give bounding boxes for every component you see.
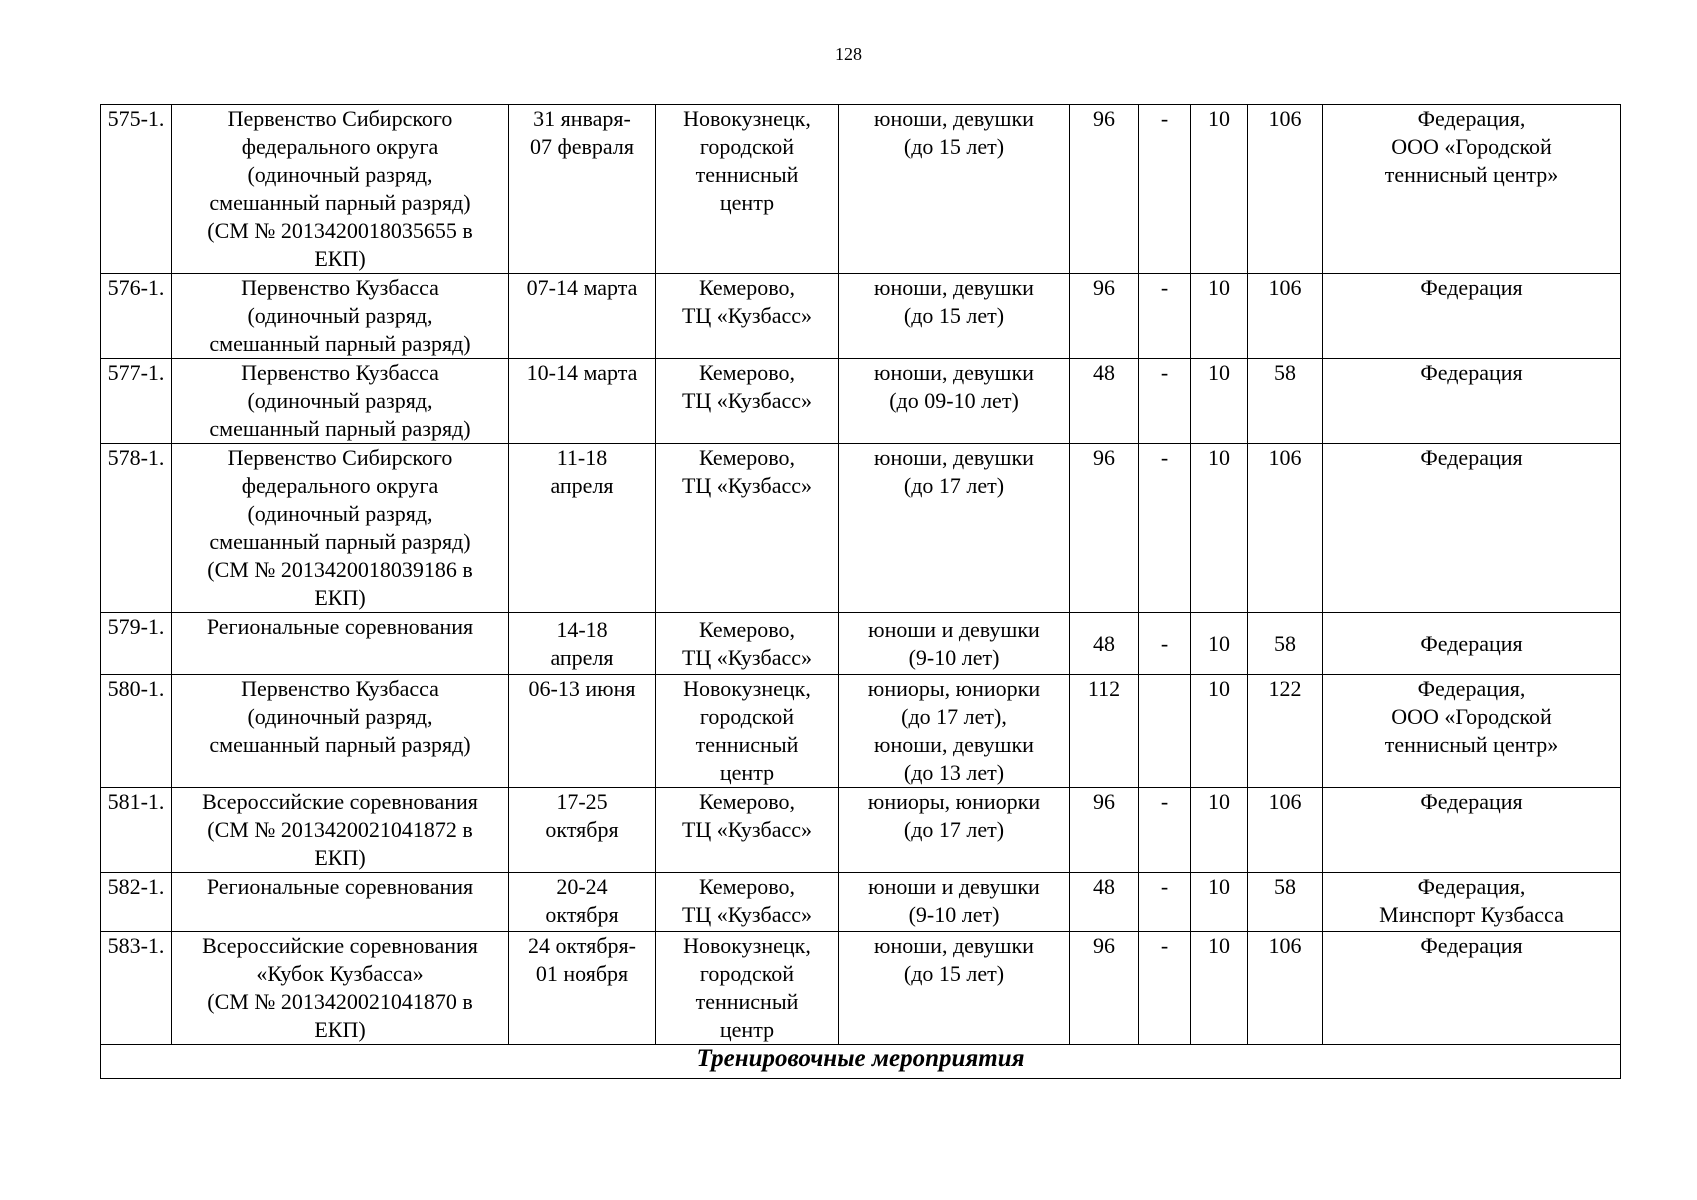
row-number: 583-1. (101, 932, 172, 1045)
table-body (101, 105, 1621, 1079)
participant-group: юниоры, юниорки (до 17 лет) (839, 788, 1070, 873)
event-place: Кемерово, ТЦ «Кузбасс» (656, 613, 839, 675)
count-extra: - (1139, 359, 1191, 444)
section-row (101, 1045, 1621, 1079)
count-total: 106 (1248, 788, 1323, 873)
count-extra: - (1139, 274, 1191, 359)
row-number: 582-1. (101, 873, 172, 932)
count-extra: - (1139, 873, 1191, 932)
row-number: 575-1. (101, 105, 172, 274)
row-number: 577-1. (101, 359, 172, 444)
event-date: 10-14 марта (509, 359, 656, 444)
count-extra (1139, 675, 1191, 788)
count-officials: 10 (1191, 105, 1248, 274)
organizer: Федерация (1323, 444, 1621, 613)
count-participants: 96 (1070, 274, 1139, 359)
event-date: 14-18 апреля (509, 613, 656, 675)
row-number: 576-1. (101, 274, 172, 359)
count-total: 106 (1248, 105, 1323, 274)
participant-group: юноши и девушки (9-10 лет) (839, 873, 1070, 932)
count-total: 58 (1248, 359, 1323, 444)
event-name: Всероссийские соревнования (СМ № 2013420021041872 в ЕКП) (172, 788, 509, 873)
count-participants: 96 (1070, 788, 1139, 873)
count-total: 58 (1248, 873, 1323, 932)
count-officials: 10 (1191, 675, 1248, 788)
page-number: 128 (835, 44, 862, 64)
count-participants: 48 (1070, 613, 1139, 675)
event-date: 24 октября- 01 ноября (509, 932, 656, 1045)
organizer: Федерация, Минспорт Кузбасса (1323, 873, 1621, 932)
count-participants: 48 (1070, 359, 1139, 444)
organizer: Федерация (1323, 613, 1621, 675)
count-officials: 10 (1191, 932, 1248, 1045)
organizer: Федерация (1323, 359, 1621, 444)
section-title: Тренировочные мероприятия (101, 1045, 1621, 1079)
count-participants: 96 (1070, 444, 1139, 613)
event-name: Региональные соревнования (172, 613, 509, 675)
count-total: 106 (1248, 274, 1323, 359)
table-row (101, 274, 1621, 359)
schedule-table (100, 104, 1621, 1079)
count-participants: 96 (1070, 932, 1139, 1045)
event-name: Региональные соревнования (172, 873, 509, 932)
table-row (101, 932, 1621, 1045)
count-extra: - (1139, 613, 1191, 675)
row-number: 581-1. (101, 788, 172, 873)
participant-group: юноши, девушки (до 15 лет) (839, 105, 1070, 274)
participant-group: юноши, девушки (до 15 лет) (839, 274, 1070, 359)
table-row (101, 788, 1621, 873)
count-officials: 10 (1191, 274, 1248, 359)
event-place: Кемерово, ТЦ «Кузбасс» (656, 788, 839, 873)
event-date: 20-24 октября (509, 873, 656, 932)
count-total: 58 (1248, 613, 1323, 675)
organizer: Федерация (1323, 274, 1621, 359)
organizer: Федерация (1323, 932, 1621, 1045)
event-name: Первенство Кузбасса (одиночный разряд, смешанный парный разряд) (172, 675, 509, 788)
event-date: 11-18 апреля (509, 444, 656, 613)
table-row (101, 444, 1621, 613)
participant-group: юноши и девушки (9-10 лет) (839, 613, 1070, 675)
table-row (101, 613, 1621, 675)
event-place: Новокузнецк, городской теннисный центр (656, 105, 839, 274)
event-name: Всероссийские соревнования «Кубок Кузбасса» (СМ № 2013420021041870 в ЕКП) (172, 932, 509, 1045)
organizer: Федерация (1323, 788, 1621, 873)
event-name: Первенство Сибирского федерального округа (одиночный разряд, смешанный парный разряд) (СМ № 2013420018039186 в ЕКП) (172, 444, 509, 613)
organizer: Федерация, ООО «Городской теннисный центр» (1323, 675, 1621, 788)
count-participants: 48 (1070, 873, 1139, 932)
event-place: Кемерово, ТЦ «Кузбасс» (656, 274, 839, 359)
count-extra: - (1139, 932, 1191, 1045)
table-row (101, 873, 1621, 932)
count-total: 106 (1248, 932, 1323, 1045)
event-place: Новокузнецк, городской теннисный центр (656, 932, 839, 1045)
row-number: 580-1. (101, 675, 172, 788)
event-date: 06-13 июня (509, 675, 656, 788)
event-place: Кемерово, ТЦ «Кузбасс» (656, 444, 839, 613)
count-officials: 10 (1191, 444, 1248, 613)
event-place: Новокузнецк, городской теннисный центр (656, 675, 839, 788)
count-officials: 10 (1191, 359, 1248, 444)
count-total: 106 (1248, 444, 1323, 613)
count-officials: 10 (1191, 873, 1248, 932)
event-name: Первенство Сибирского федерального округа (одиночный разряд, смешанный парный разряд) (СМ № 2013420018035655 в ЕКП) (172, 105, 509, 274)
event-name: Первенство Кузбасса (одиночный разряд, смешанный парный разряд) (172, 274, 509, 359)
organizer: Федерация, ООО «Городской теннисный центр» (1323, 105, 1621, 274)
count-extra: - (1139, 105, 1191, 274)
table-row (101, 359, 1621, 444)
count-participants: 112 (1070, 675, 1139, 788)
count-total: 122 (1248, 675, 1323, 788)
event-date: 07-14 марта (509, 274, 656, 359)
event-date: 17-25 октября (509, 788, 656, 873)
count-officials: 10 (1191, 613, 1248, 675)
count-extra: - (1139, 444, 1191, 613)
participant-group: юноши, девушки (до 15 лет) (839, 932, 1070, 1045)
row-number: 579-1. (101, 613, 172, 675)
participant-group: юноши, девушки (до 17 лет) (839, 444, 1070, 613)
event-date: 31 января- 07 февраля (509, 105, 656, 274)
count-extra: - (1139, 788, 1191, 873)
table-row (101, 675, 1621, 788)
table-row (101, 105, 1621, 274)
count-participants: 96 (1070, 105, 1139, 274)
participant-group: юниоры, юниорки (до 17 лет), юноши, девушки (до 13 лет) (839, 675, 1070, 788)
event-name: Первенство Кузбасса (одиночный разряд, смешанный парный разряд) (172, 359, 509, 444)
event-place: Кемерово, ТЦ «Кузбасс» (656, 873, 839, 932)
count-officials: 10 (1191, 788, 1248, 873)
event-place: Кемерово, ТЦ «Кузбасс» (656, 359, 839, 444)
row-number: 578-1. (101, 444, 172, 613)
participant-group: юноши, девушки (до 09-10 лет) (839, 359, 1070, 444)
